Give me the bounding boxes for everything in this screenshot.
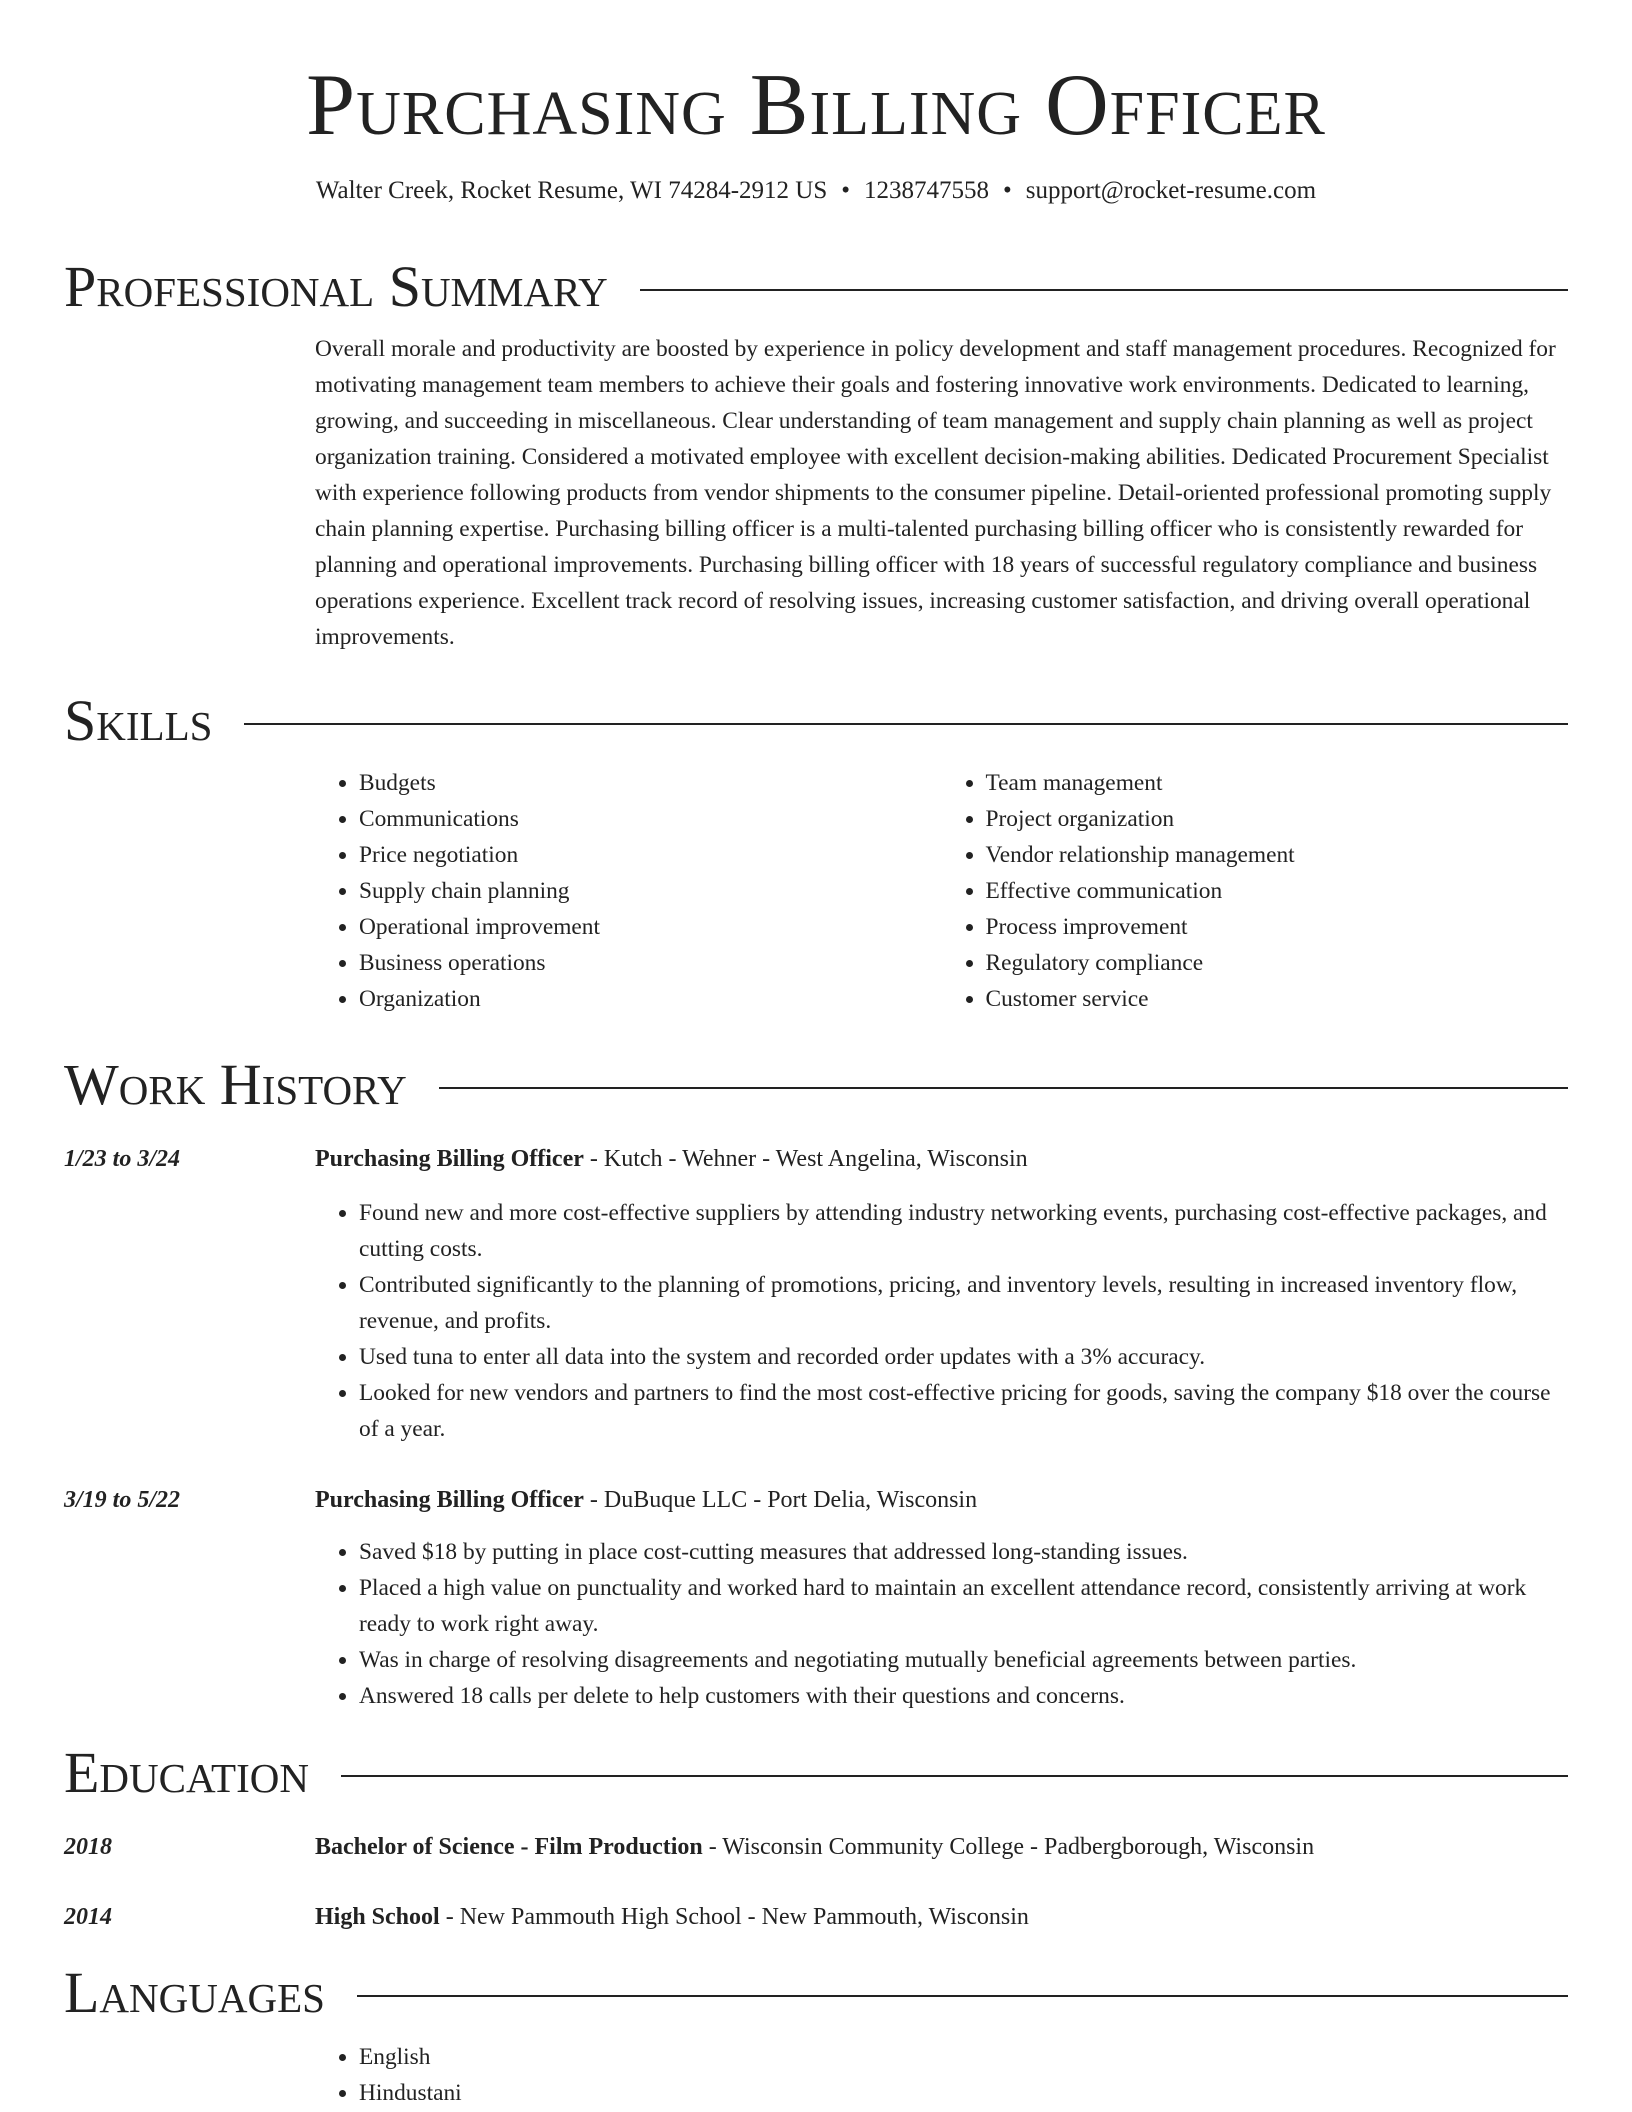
education-year: 2014 <box>64 1904 112 1930</box>
skills-content <box>315 765 1568 1017</box>
education-entry <box>64 1829 1568 1865</box>
contact-email: support@rocket-resume.com <box>1025 177 1317 204</box>
languages-section <box>64 1961 1568 2111</box>
summary-heading-row <box>64 255 1568 319</box>
education-details <box>315 1829 1568 1865</box>
skill-item: • Vendor relationship management <box>986 837 1569 873</box>
work-heading-row <box>64 1053 1568 1117</box>
resume-header <box>0 58 1632 206</box>
skill-item: • Organization <box>359 981 942 1017</box>
section-divider <box>341 1775 1568 1777</box>
education-school: - Wisconsin Community College - Padbergborough, Wisconsin <box>702 1834 1315 1860</box>
job-entry <box>64 1482 1568 1714</box>
job-bullet: • Found new and more cost-effective suppliers by attending industry networking events, purchasing cost-effective packages, and cutting costs. <box>359 1195 1568 1267</box>
skill-item: • Regulatory compliance <box>986 945 1569 981</box>
education-heading: Education <box>64 1740 309 1805</box>
contact-phone: 1238747558 <box>864 177 989 204</box>
job-bullet: • Contributed significantly to the planning of promotions, pricing, and inventory levels, resulting in increased inventory flow, revenue, and profits. <box>359 1267 1568 1339</box>
summary-content <box>315 331 1568 655</box>
job-employer: - DuBuque LLC - Port Delia, Wisconsin <box>583 1487 978 1513</box>
languages-list <box>315 2039 1568 2111</box>
job-entry <box>64 1141 1568 1447</box>
languages-heading: Languages <box>64 1960 325 2025</box>
skills-heading-row <box>64 689 1568 753</box>
education-degree: Bachelor of Science - Film Production <box>315 1834 703 1860</box>
skills-section <box>64 689 1568 1017</box>
section-divider <box>439 1087 1568 1089</box>
job-dates: 3/19 to 5/22 <box>64 1487 181 1513</box>
education-entry <box>64 1899 1568 1935</box>
education-section <box>64 1741 1568 1935</box>
job-bullet: • Saved $18 by putting in place cost-cutting measures that addressed long-standing issues. <box>359 1534 1568 1570</box>
education-heading-row <box>64 1741 1568 1805</box>
job-details <box>315 1141 1568 1447</box>
section-divider <box>357 1995 1568 1997</box>
job-details <box>315 1482 1568 1714</box>
skill-item: • Operational improvement <box>359 909 942 945</box>
resume-title: Purchasing Billing Officer <box>306 57 1326 154</box>
job-heading <box>315 1141 1568 1177</box>
job-dates: 1/23 to 3/24 <box>64 1146 181 1172</box>
education-school: - New Pammouth High School - New Pammouth, Wisconsin <box>439 1904 1029 1930</box>
summary-text: Overall morale and productivity are boosted by experience in policy development and staff management procedures. Recognized for motivating management team members to achieve their goals and fostering innovative work environments. Dedicated to learning, growing, and succeeding in miscellaneous. Clear understanding of team management and supply chain planning as well as project organization training. Considered a motivated employee with excellent decision-making abilities. Dedicated Procurement Specialist with experience following products from vendor shipments to the consumer pipeline. Detail-oriented professional promoting supply chain planning expertise. Purchasing billing officer is a multi-talented purchasing billing officer who is consistently rewarded for planning and operational improvements. Purchasing billing officer with 18 years of successful regulatory compliance and business operations experience. Excellent track record of resolving issues, increasing customer satisfaction, and driving overall operational improvements. <box>315 336 1556 650</box>
work-history-section <box>64 1053 1568 1714</box>
job-bullet: • Answered 18 calls per delete to help customers with their questions and concerns. <box>359 1678 1568 1714</box>
skills-heading: Skills <box>64 688 213 753</box>
skill-item: • Process improvement <box>986 909 1569 945</box>
job-title: Purchasing Billing Officer <box>315 1487 584 1513</box>
languages-content <box>315 2039 1568 2111</box>
language-item: • English <box>359 2039 1568 2075</box>
contact-separator: • <box>1003 177 1012 204</box>
job-bullet: • Looked for new vendors and partners to find the most cost-effective pricing for goods, saving the company $18 over the course of a year. <box>359 1375 1568 1447</box>
job-employer: - Kutch - Wehner - West Angelina, Wisconsin <box>583 1146 1028 1172</box>
job-bullets <box>315 1195 1568 1447</box>
summary-heading: Professional Summary <box>64 254 608 319</box>
skills-right-list <box>942 765 1569 1017</box>
contact-line <box>0 176 1632 206</box>
language-item: • Hindustani <box>359 2075 1568 2111</box>
work-heading: Work History <box>64 1052 407 1117</box>
education-degree: High School <box>315 1904 440 1930</box>
job-bullet: • Was in charge of resolving disagreements and negotiating mutually beneficial agreements between parties. <box>359 1642 1568 1678</box>
job-bullet: • Used tuna to enter all data into the system and recorded order updates with a 3% accuracy. <box>359 1339 1568 1375</box>
languages-heading-row <box>64 1961 1568 2025</box>
job-heading <box>315 1482 1568 1518</box>
contact-separator: • <box>841 177 850 204</box>
skill-item: • Supply chain planning <box>359 873 942 909</box>
education-details <box>315 1899 1568 1935</box>
job-bullet: • Placed a high value on punctuality and worked hard to maintain an excellent attendance record, consistently arriving at work ready to work right away. <box>359 1570 1568 1642</box>
summary-section <box>64 255 1568 655</box>
job-title: Purchasing Billing Officer <box>315 1146 584 1172</box>
skill-item: • Business operations <box>359 945 942 981</box>
skill-item: • Project organization <box>986 801 1569 837</box>
skill-item: • Communications <box>359 801 942 837</box>
skills-left-list <box>315 765 942 1017</box>
skill-item: • Customer service <box>986 981 1569 1017</box>
skill-item: • Price negotiation <box>359 837 942 873</box>
section-divider <box>244 723 1568 725</box>
contact-address: Walter Creek, Rocket Resume, WI 74284-2912 US <box>315 177 828 204</box>
section-divider <box>640 289 1568 291</box>
skill-item: • Effective communication <box>986 873 1569 909</box>
education-year: 2018 <box>64 1834 112 1860</box>
job-bullets <box>315 1534 1568 1714</box>
skill-item: • Team management <box>986 765 1569 801</box>
skill-item: • Budgets <box>359 765 942 801</box>
